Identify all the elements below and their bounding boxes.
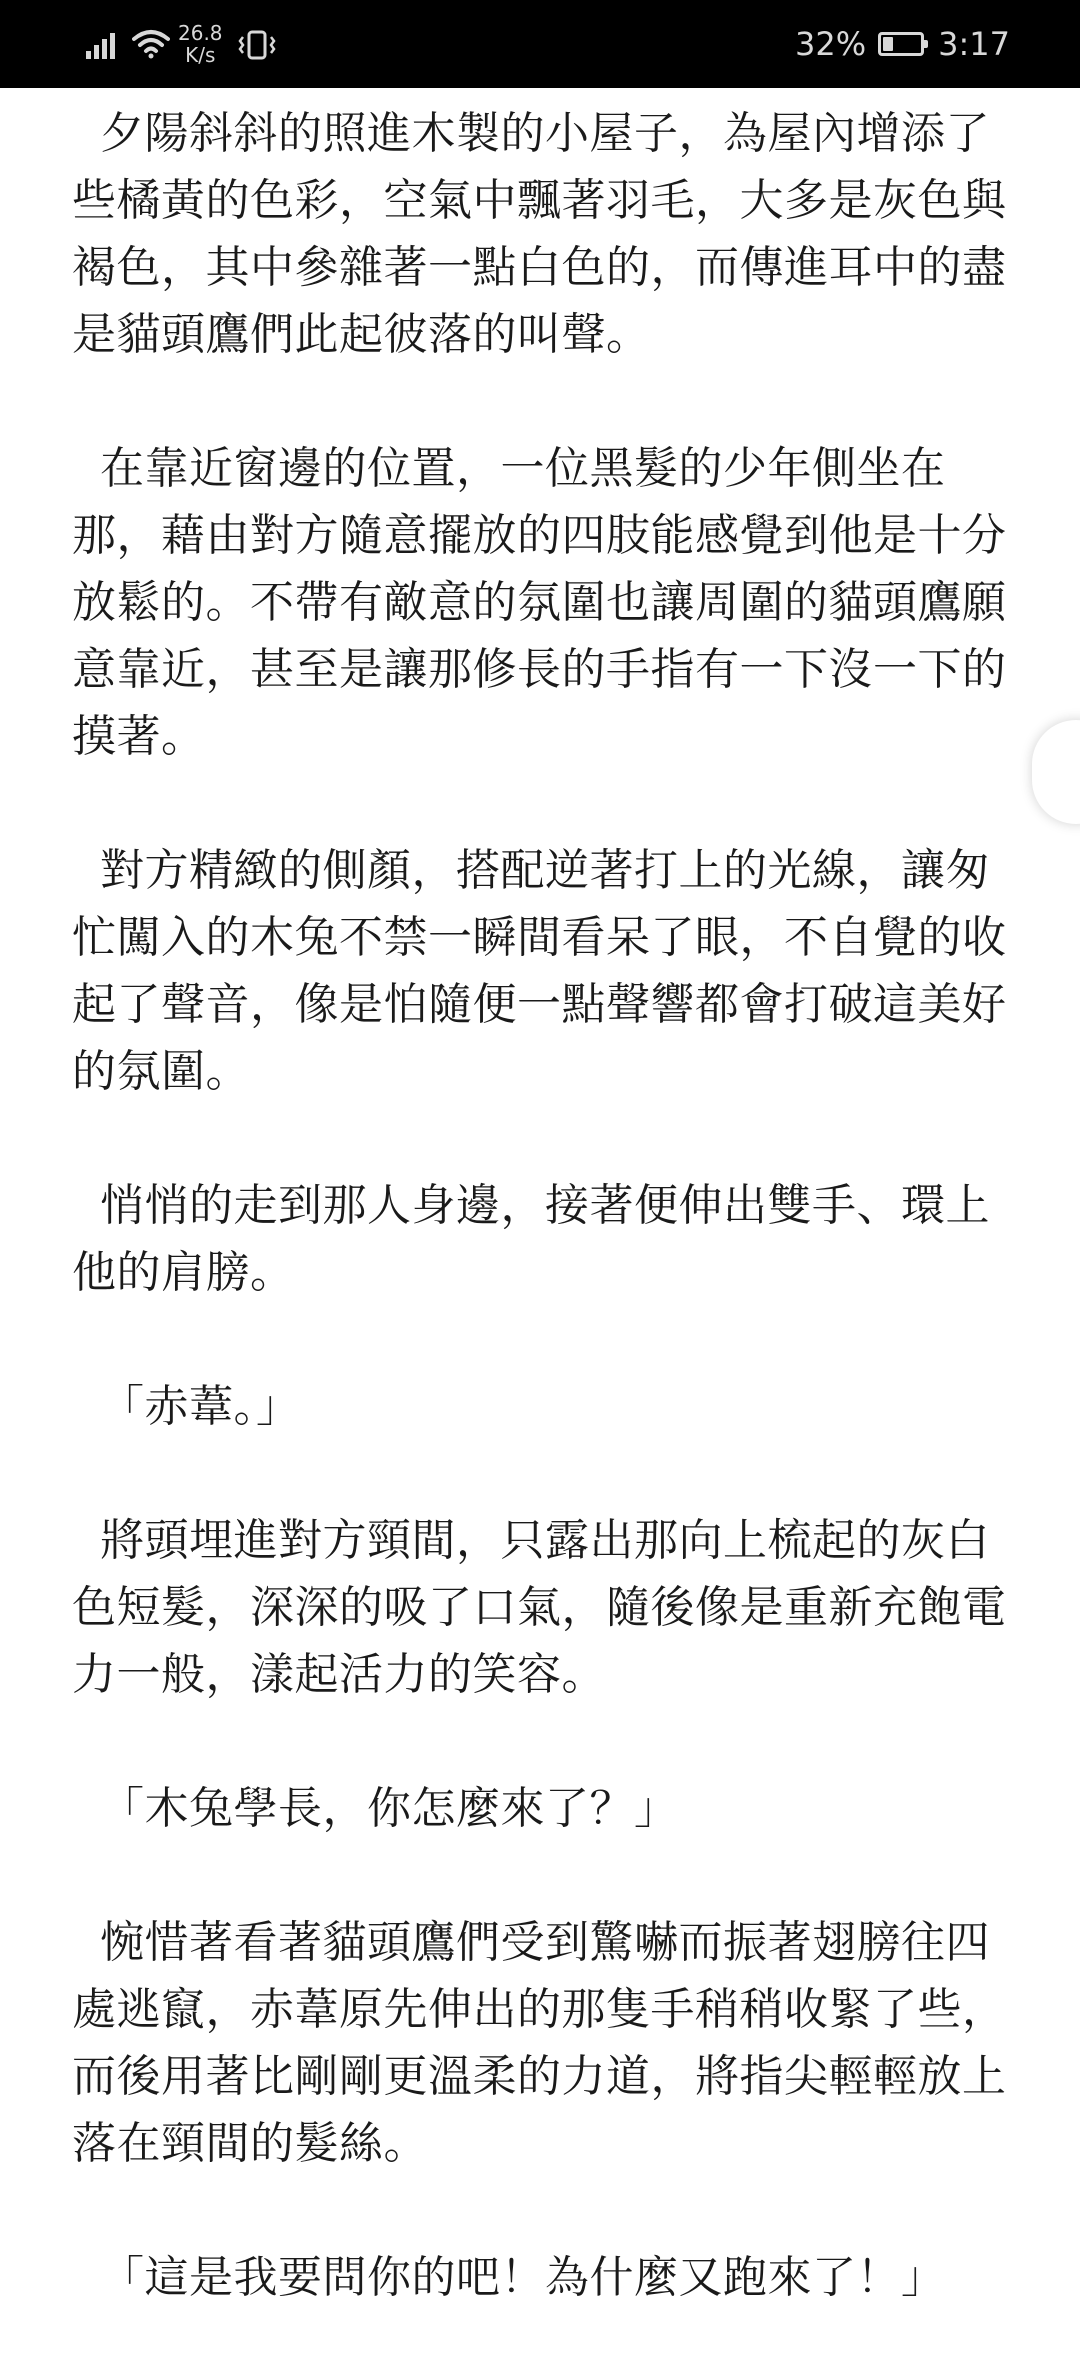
paragraph: 悄悄的走到那人身邊，接著便伸出雙手、環上他的肩膀。 <box>72 1180 990 1298</box>
clock: 3:17 <box>938 25 1010 63</box>
paragraph: 惋惜著看著貓頭鷹們受到驚嚇而振著翅膀往四處逃竄，赤葦原先伸出的那隻手稍稍收緊了些，而後用著比剛剛更溫柔的力道，將指尖輕輕放上落在頸間的髮絲。 <box>72 1917 1007 2169</box>
status-bar-left <box>86 18 277 70</box>
battery-percent: 32% <box>795 25 867 63</box>
wifi-icon <box>132 29 170 59</box>
paragraph: 將頭埋進對方頸間，只露出那向上梳起的灰白色短髮，深深的吸了口氣，隨後像是重新充飽電力一般，漾起活力的笑容。 <box>72 1515 1007 1700</box>
paragraph: 在靠近窗邊的位置，一位黑髮的少年側坐在那，藉由對方隨意擺放的四肢能感覺到他是十分放鬆的。不帶有敵意的氛圍也讓周圍的貓頭鷹願意靠近，甚至是讓那修長的手指有一下沒一下的摸著。 <box>72 443 1007 762</box>
vibrate-icon <box>237 29 277 61</box>
dialogue-line: 「木兔學長，你怎麼來了？」 <box>100 1783 679 1834</box>
article-body <box>72 100 1012 2378</box>
status-bar <box>0 0 1080 88</box>
net-speed-value: 26.8 <box>178 21 223 45</box>
net-speed <box>178 22 223 66</box>
paragraph: 對方精緻的側顏，搭配逆著打上的光線，讓匆忙闖入的木兔不禁一瞬間看呆了眼，不自覺的收起了聲音，像是怕隨便一點聲響都會打破這美好的氛圍。 <box>72 845 1007 1097</box>
status-bar-right <box>795 18 1010 70</box>
paragraph: 夕陽斜斜的照進木製的小屋子，為屋內增添了些橘黃的色彩，空氣中飄著羽毛，大多是灰色與褐色，其中參雜著一點白色的，而傳進耳中的盡是貓頭鷹們此起彼落的叫聲。 <box>72 108 1007 360</box>
net-speed-unit: K/s <box>185 43 216 67</box>
dialogue-line: 「這是我要問你的吧！為什麼又跑來了！」 <box>100 2252 946 2303</box>
battery-icon <box>878 32 924 56</box>
signal-icon <box>86 29 118 59</box>
dialogue-line: 「赤葦。」 <box>100 1381 301 1432</box>
side-scroll-handle[interactable] <box>1032 720 1080 824</box>
